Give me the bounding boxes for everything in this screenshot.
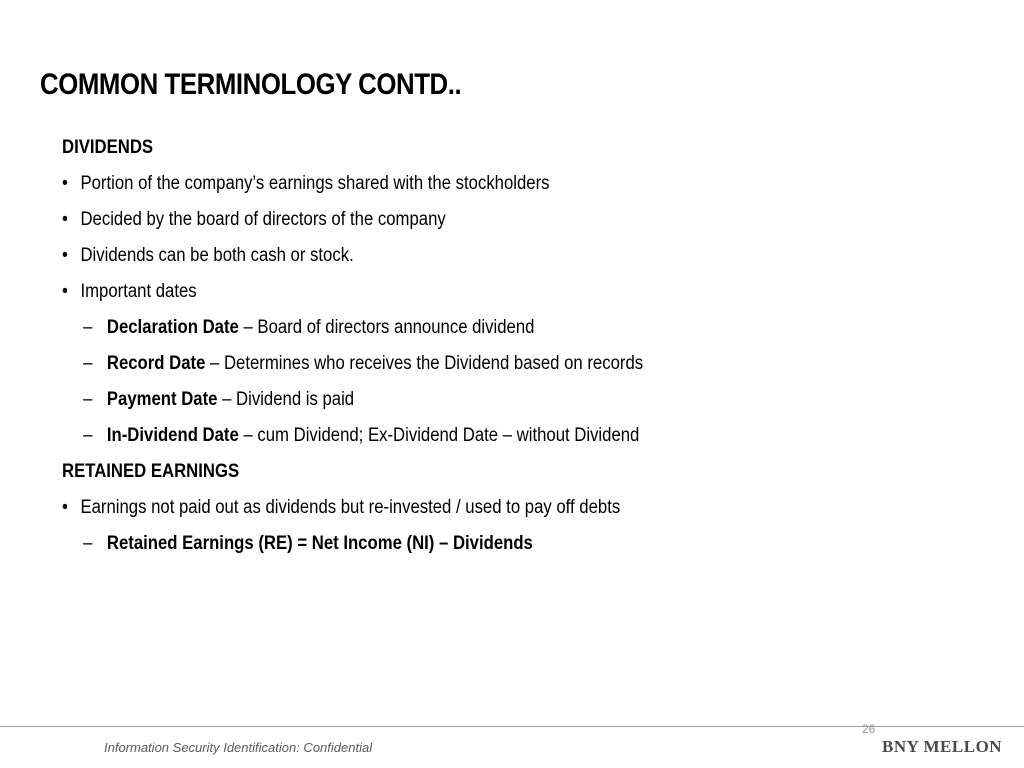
- dash-mark: –: [83, 353, 93, 374]
- bullet-text: Decided by the board of directors of the company: [80, 209, 446, 230]
- sub-item-record-date: [62, 350, 854, 386]
- retained-earnings-heading: RETAINED EARNINGS: [62, 461, 240, 482]
- term-description: – Board of directors announce dividend: [238, 317, 535, 338]
- bullet-item: [62, 278, 854, 314]
- term-description: – cum Dividend; Ex-Dividend Date – without Dividend: [238, 425, 640, 446]
- bullet-mark: •: [62, 209, 68, 230]
- bullet-mark: •: [62, 245, 68, 266]
- confidentiality-notice: Information Security Identification: Confidential: [104, 740, 373, 755]
- bullet-text: Dividends can be both cash or stock.: [80, 245, 354, 266]
- term-description: – Determines who receives the Dividend based on records: [205, 353, 644, 374]
- bullet-item: [62, 170, 854, 206]
- bullet-mark: •: [62, 497, 68, 518]
- bullet-text: Important dates: [80, 281, 197, 302]
- page-number: 26: [862, 722, 876, 736]
- bullet-item: [62, 206, 854, 242]
- bullet-item: [62, 242, 854, 278]
- sub-item-declaration-date: [62, 314, 854, 350]
- bullet-item: [62, 494, 854, 530]
- bullet-text: Portion of the company’s earnings shared with the stockholders: [80, 173, 550, 194]
- retained-earnings-formula: Retained Earnings (RE) = Net Income (NI) – Dividends: [106, 533, 533, 554]
- dash-mark: –: [83, 317, 93, 338]
- sub-item-payment-date: [62, 386, 854, 422]
- term: Payment Date: [106, 389, 218, 410]
- company-logo: BNY MELLON: [882, 737, 1003, 756]
- bullet-mark: •: [62, 281, 68, 302]
- bullet-text: Earnings not paid out as dividends but re-invested / used to pay off debts: [80, 497, 621, 518]
- term: Record Date: [106, 353, 206, 374]
- term-description: – Dividend is paid: [217, 389, 355, 410]
- sub-item-in-dividend-date: [62, 422, 854, 458]
- term: In-Dividend Date: [106, 425, 239, 446]
- bullet-mark: •: [62, 173, 68, 194]
- slide-title: COMMON TERMINOLOGY CONTD..: [40, 68, 462, 101]
- term: Declaration Date: [106, 317, 239, 338]
- slide-content: [62, 134, 962, 566]
- dividends-heading: DIVIDENDS: [62, 137, 154, 158]
- sub-item-formula: [62, 530, 854, 566]
- dash-mark: –: [83, 533, 93, 554]
- dash-mark: –: [83, 389, 93, 410]
- dash-mark: –: [83, 425, 93, 446]
